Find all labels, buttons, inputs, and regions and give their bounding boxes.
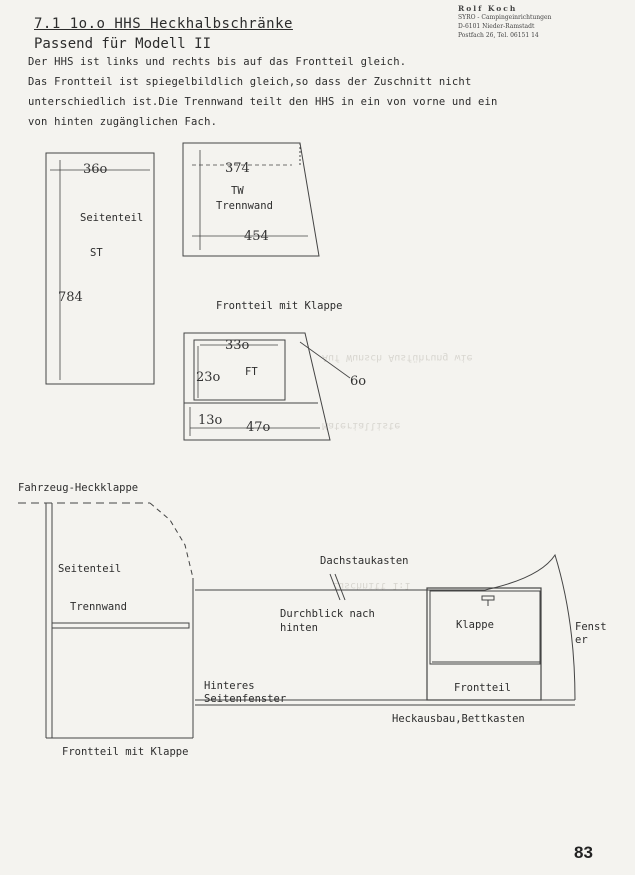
page-title: 7.1 1o.o HHS Heckhalbschränke [34, 16, 293, 32]
panel-abbr: ST [90, 247, 103, 259]
company-line: Postfach 26, Tel. 06151 14 [458, 32, 539, 39]
dim-label: 47o [246, 420, 271, 435]
company-line: D-6101 Nieder-Ramstadt [458, 23, 535, 30]
hinteres-label: Hinteres [204, 680, 255, 692]
body-text-line: Der HHS ist links und rechts bis auf das Frontteil gleich. [28, 56, 407, 68]
dim-label: 6o [350, 374, 367, 389]
fenster-label: Fenst [575, 621, 607, 633]
bleed-through-text: Auf Wunsch Ausführung wie [322, 352, 473, 363]
page-subtitle: Passend für Modell II [34, 36, 212, 52]
frontteil-caption: Frontteil mit Klappe [216, 300, 343, 312]
dim-label: 36o [83, 162, 108, 177]
durchblick-label: hinten [280, 622, 318, 634]
trennwand-shelf [52, 623, 189, 628]
fahrzeug-label: Fahrzeug-Heckklappe [18, 482, 139, 494]
klappe-handle [482, 596, 494, 600]
dim-label: 23o [196, 370, 221, 385]
dachstaukasten-label: Dachstaukasten [320, 555, 409, 567]
panel-label: Trennwand [216, 200, 273, 212]
leader-line [330, 574, 340, 600]
dim-label: 454 [244, 229, 269, 244]
heckklappe-curve [150, 503, 193, 578]
bleed-through-text: Materialliste [322, 420, 401, 431]
company-line: SYRO - Campingeinrichtungen [458, 14, 552, 21]
seitenteil-label: Seitenteil [58, 563, 122, 575]
dim-label: 374 [225, 161, 250, 176]
panel-label: Seitenteil [80, 212, 144, 224]
bleed-through-text: Zuschnitt 1:1 [332, 580, 411, 591]
page-number: 83 [574, 843, 593, 862]
body-text-line: von hinten zugänglichen Fach. [28, 116, 218, 128]
fenster-label: er [575, 634, 588, 646]
panel-abbr: FT [245, 366, 258, 378]
frontteil-label: Frontteil [454, 682, 511, 694]
dim-label: 33o [225, 338, 250, 353]
company-name: Rolf Koch [458, 4, 518, 13]
body-text-line: unterschiedlich ist.Die Trennwand teilt den HHS in ein von vorne und ein [28, 96, 498, 108]
panel-abbr: TW [231, 185, 244, 197]
klappe-label: Klappe [456, 619, 494, 631]
dim-label: 13o [198, 413, 223, 428]
durchblick-label: Durchblick nach [280, 608, 375, 620]
frontteil-klappe-label: Frontteil mit Klappe [62, 746, 189, 758]
body-text-line: Das Frontteil ist spiegelbildlich gleich,so dass der Zuschnitt nicht [28, 76, 472, 88]
hinteres-label: Seitenfenster [204, 693, 287, 705]
roof-outline [195, 555, 575, 700]
leader-line [335, 574, 345, 600]
dim-label: 784 [58, 290, 83, 305]
heckausbau-label: Heckausbau,Bettkasten [392, 713, 525, 725]
trennwand-label: Trennwand [70, 601, 127, 613]
